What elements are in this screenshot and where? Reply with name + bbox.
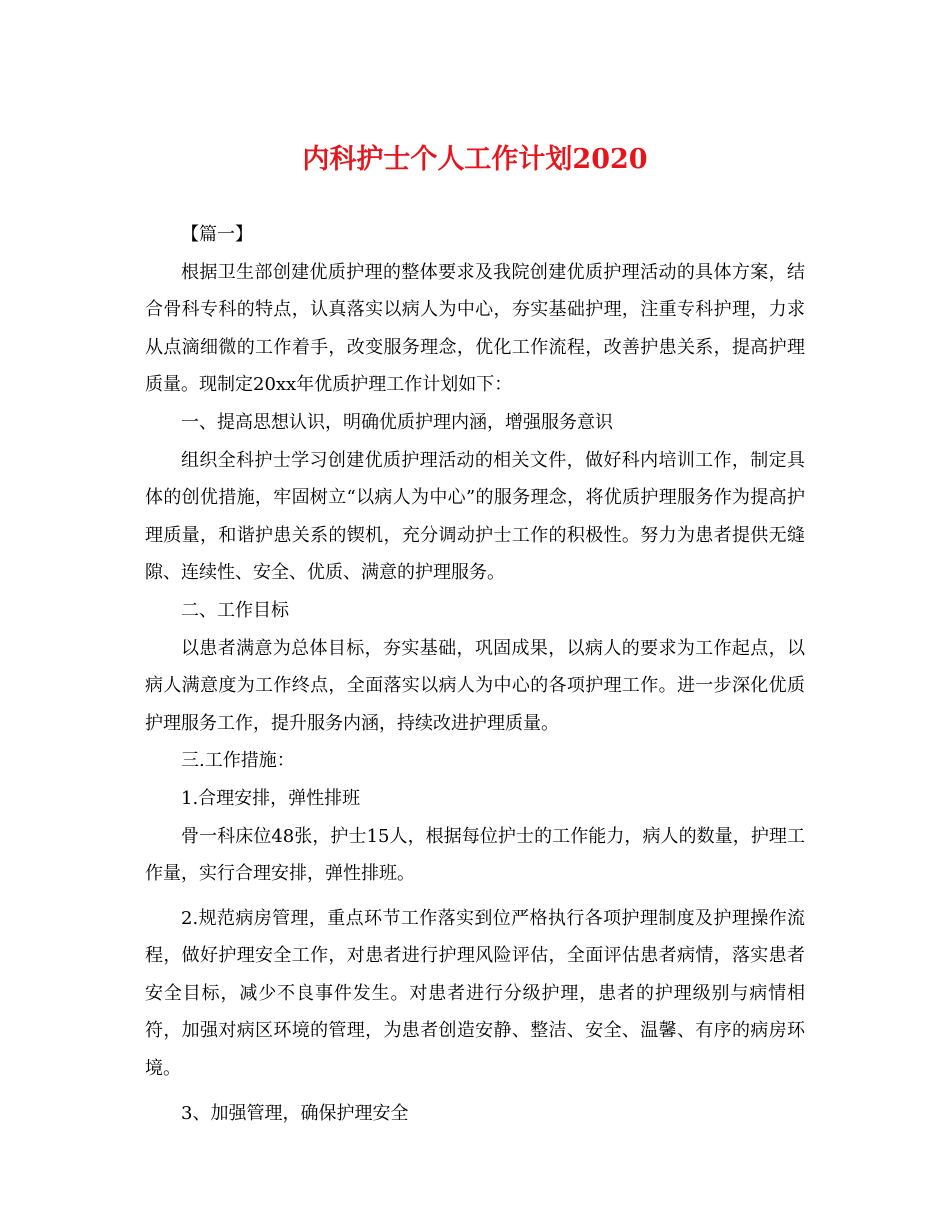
paragraph-3: 骨一科床位48张，护士15人，根据每位护士的工作能力，病人的数量，护理工作量，实行合理安排，弹性排班。	[145, 825, 805, 885]
heading-1: 一、提高思想认识，明确优质护理内涵，增强服务意识	[181, 411, 613, 433]
intro-paragraph: 根据卫生部创建优质护理的整体要求及我院创建优质护理活动的具体方案，结合骨科专科的特点，认真落实以病人为中心，夯实基础护理，注重专科护理，力求从点滴细微的工作着手，改变服务理念，优化工作流程，改善护患关系，提高护理质量。现制定20xx年优质护理工作计划如下：	[145, 261, 805, 396]
subheading-1: 1.合理安排，弹性排班	[181, 787, 361, 809]
heading-2: 二、工作目标	[181, 599, 289, 621]
heading-3: 三.工作措施：	[181, 750, 295, 772]
paragraph-4: 2.规范病房管理，重点环节工作落实到位严格执行各项护理制度及护理操作流程，做好护理安全工作，对患者进行护理风险评估，全面评估患者病情，落实患者安全目标，减少不良事件发生。对患者进行分级护理，患者的护理级别与病情相符，加强对病区环境的管理，为患者创造安静、整洁、安全、温馨、有序的病房环境。	[145, 907, 805, 1080]
subheading-3: 3、加强管理，确保护理安全	[181, 1102, 409, 1124]
section-label: 【篇一】	[181, 224, 253, 245]
document-title: 内科护士个人工作计划2020	[302, 144, 648, 175]
paragraph-1: 组织全科护士学习创建优质护理活动的相关文件，做好科内培训工作，制定具体的创优措施，牢固树立“以病人为中心”的服务理念，将优质护理服务作为提高护理质量，和谐护患关系的锲机，充分调动护士工作的积极性。努力为患者提供无缝隙、连续性、安全、优质、满意的护理服务。	[145, 449, 805, 584]
document-body	[145, 216, 805, 1132]
paragraph-2: 以患者满意为总体目标，夯实基础，巩固成果，以病人的要求为工作起点，以病人满意度为工作终点，全面落实以病人为中心的各项护理工作。进一步深化优质护理服务工作，提升服务内涵，持续改进护理质量。	[145, 637, 805, 734]
